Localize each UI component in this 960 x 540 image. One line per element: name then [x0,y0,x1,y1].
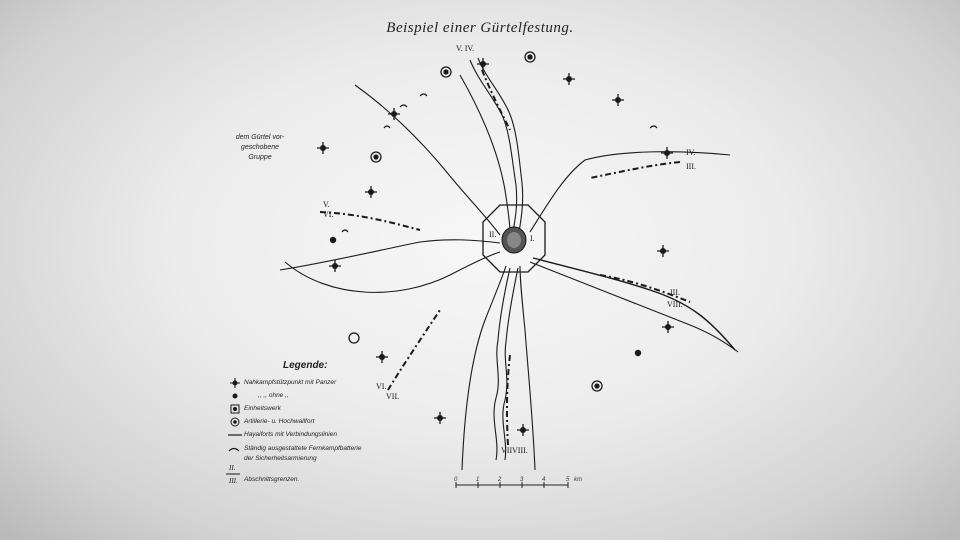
unarmored-points [330,237,641,356]
scale-tick-1: 1 [476,477,480,483]
label-viii-right: VIII. [667,300,683,309]
artillery-forts [349,52,602,391]
label-iv: IV. [686,148,696,157]
boundary-iii-iv [590,162,680,178]
legend-divider-bottom: III. [229,477,238,485]
road-northwest [355,85,500,235]
road-east-2 [530,262,738,352]
scale-tick-4: 4 [542,477,546,483]
label-i-core: I. [530,234,535,243]
advanced-group-note [210,133,310,163]
fort-marker [563,73,575,85]
fort-marker [317,142,329,154]
scale-tick-3: 3 [520,477,524,483]
scale-unit: km [574,477,582,483]
legend-item-unarmored: ,, ,, ohne ,, [258,392,289,399]
note-line-1: dem Gürtel vor- [235,134,285,141]
boundary-iv-v [482,70,510,130]
legend-item-armored: Nahkampfstützpunkt mit Panzer [244,379,337,386]
fort-marker [662,321,674,333]
road-southwest [285,252,500,292]
fort-marker [434,412,446,424]
road-northeast [530,152,730,232]
scale-tick-5: 5 [566,477,570,483]
legend-item-artillery-fort: Artillerie- u. Hochwallfort [244,418,315,425]
fort-marker [517,424,529,436]
legend-item-unit-work: Einheitswerk [244,405,281,412]
label-viii-bottom: VIII. [512,446,528,455]
legend-item-battery-cont: der Sicherheitsarmierung [244,455,317,462]
label-vi: VI. [323,210,334,219]
note-line-3: Gruppe [248,154,272,161]
fort-marker [365,186,377,198]
road-south-2 [520,266,535,470]
legend-item-boundaries: Abschnittsgrenzen. [244,476,300,483]
legend-divider-top: II. [229,464,236,472]
armored-points [317,58,674,436]
fort-marker [612,94,624,106]
fort-marker [661,147,673,159]
label-vi-lower: VI. [376,382,387,391]
legend-item-connecting-lines: Hayaiforts mit Verbindungslinien [244,431,337,438]
scale-tick-2: 2 [498,477,502,483]
boundary-vi-vii [388,310,440,390]
road-north [460,75,510,232]
label-iii-upper: III. [686,162,696,171]
label-iii-right: III. [670,288,680,297]
fort-marker [388,108,400,120]
fort-marker [329,260,341,272]
road-south [462,266,506,470]
road-west [280,240,500,270]
label-vii: VII. [386,392,400,401]
scale-bar [456,482,568,488]
note-line-2: geschobene [240,144,280,151]
map-title: Beispiel einer Gürtelfestung. [386,20,574,36]
label-ii-core: II. [489,230,497,239]
legend-heading: Legende: [283,360,328,371]
road-east [533,258,735,350]
label-v: V. [323,200,330,209]
boundary-vii-viii [507,355,510,445]
fort-marker [657,245,669,257]
river-south-bank [503,268,518,460]
boundary-v-vi [320,212,420,230]
legend-item-battery: Ständig ausgestattete Fernkampfbatterie [244,445,362,452]
batteries [342,94,657,232]
fort-marker [376,351,388,363]
label-vii-bottom: VII [501,446,513,455]
scale-tick-0: 0 [454,477,458,483]
legend-symbols [226,378,242,474]
label-v-iv: V. IV. [456,44,475,53]
river-south [494,268,513,460]
